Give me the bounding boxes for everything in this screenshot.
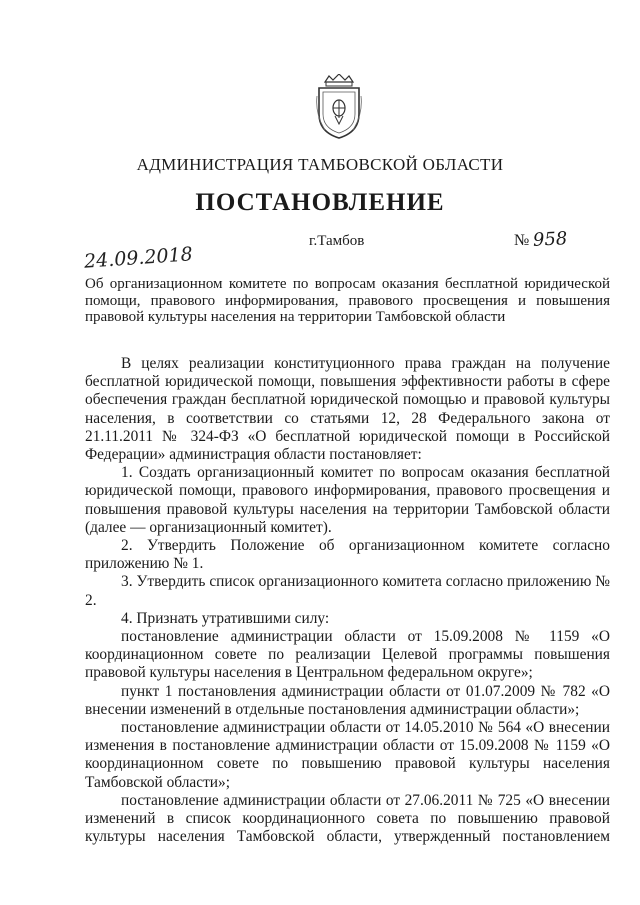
- document-number: [514, 229, 568, 250]
- document-subject: Об организационном комитете по вопросам оказания бесплатной юридической помощи, правового информирования, правового просвещения и повышения правовой культуры населения на территории Тамбовской области: [85, 276, 610, 325]
- paragraph: постановление администрации области от 14.05.2010 № 564 «О внесении изменения в постановление администрации области от 15.09.2008 № 1159 «О координационном совете по повышению правовой культуры населения Тамбовской области»;: [85, 719, 610, 791]
- number-label: №: [514, 232, 530, 249]
- coat-of-arms-icon: [315, 74, 363, 140]
- document-body: [85, 355, 610, 846]
- paragraph: пункт 1 постановления администрации области от 01.07.2009 № 782 «О внесении изменений в отдельные постановления администрации области»;: [85, 682, 610, 718]
- paragraph: В целях реализации конституционного права граждан на получение бесплатной юридической помощи, повышения эффективности работы в сфере обеспечения граждан бесплатной юридической помощью и правовой культуры населения, в соответствии со статьями 12, 28 Федерального закона от 21.11.2011 № 324-ФЗ «О бесплатной юридической помощи в Российской Федерации» администрация области постановляет:: [85, 355, 610, 464]
- document-type: ПОСТАНОВЛЕНИЕ: [195, 189, 445, 216]
- handwritten-number: 958: [532, 228, 569, 251]
- handwritten-date: 24.09.2018: [83, 243, 194, 273]
- paragraph: 2. Утвердить Положение об организационном комитете согласно приложению № 1.: [85, 537, 610, 573]
- organization-name: АДМИНИСТРАЦИЯ ТАМБОВСКОЙ ОБЛАСТИ: [136, 155, 504, 174]
- paragraph: 4. Признать утратившими силу:: [121, 609, 330, 627]
- paragraph: 3. Утвердить список организационного комитета согласно приложению № 2.: [85, 573, 610, 609]
- paragraph: 1. Создать организационный комитет по вопросам оказания бесплатной юридической помощи, правового информирования, правового просвещения и повышения правовой культуры населения на территории Тамбовской области (далее — организационный комитет).: [85, 464, 610, 536]
- paragraph: постановление администрации области от 15.09.2008 № 1159 «О координационном совете по реализации Целевой программы повышения правовой культуры населения в Центральном федеральном округе»;: [85, 628, 610, 682]
- city: г.Тамбов: [309, 233, 365, 249]
- paragraph: постановление администрации области от 27.06.2011 № 725 «О внесении изменений в список координационного совета по повышению правовой культуры населения Тамбовской области, утвержденный постановлением: [85, 791, 610, 846]
